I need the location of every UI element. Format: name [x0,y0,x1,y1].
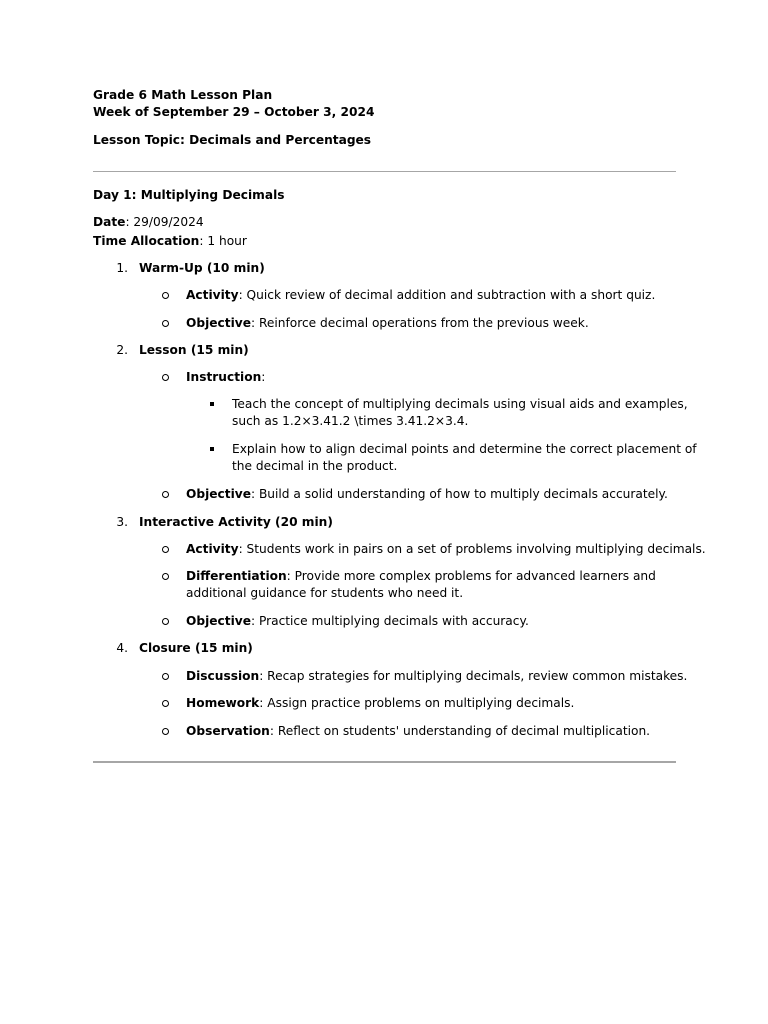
circle-bullet-icon [162,700,169,707]
circle-bullet-icon [162,673,169,680]
item-text: : Assign practice problems on multiplying decimals. [259,696,575,710]
item-label: Objective [186,614,251,628]
item-label: Activity [186,542,239,556]
section-title-warm-up: Warm-Up (10 min) [139,261,265,275]
horizontal-divider-top [93,171,676,172]
circle-bullet-icon [162,728,169,735]
item-label: Differentiation [186,569,287,583]
item-text: : Provide more complex problems for advanced learners and [286,569,656,583]
circle-bullet-icon [162,292,169,299]
square-bullet-icon [210,447,214,451]
item-label: Instruction [186,370,262,384]
item-label: Activity [186,288,239,302]
sub-list-item-continuation: the decimal in the product. [232,459,398,473]
item-text: : Reflect on students' understanding of decimal multiplication. [269,724,651,738]
item-text: : Quick review of decimal addition and subtraction with a short quiz. [238,288,656,302]
list-item [186,541,706,558]
sub-list-item: Explain how to align decimal points and determine the correct placement of [232,442,697,456]
section-title-interactive-activity: Interactive Activity (20 min) [139,515,333,529]
list-item [186,695,574,712]
lesson-plan-title: Grade 6 Math Lesson Plan [93,88,273,102]
circle-bullet-icon [162,573,169,580]
section-number: 1. [116,261,128,275]
lesson-topic: Lesson Topic: Decimals and Percentages [93,133,372,147]
circle-bullet-icon [162,320,169,327]
list-item [186,315,589,332]
item-label: Objective [186,487,251,501]
time-allocation-value: : 1 hour [199,234,247,248]
time-allocation-line [93,233,247,250]
item-text: : Students work in pairs on a set of problems involving multiplying decimals. [238,542,706,556]
square-bullet-icon [210,402,214,406]
sub-list-item: Teach the concept of multiplying decimals using visual aids and examples, [232,397,688,411]
item-text: : Practice multiplying decimals with accuracy. [250,614,529,628]
day-heading: Day 1: Multiplying Decimals [93,188,285,202]
list-item [186,568,656,585]
section-title-closure: Closure (15 min) [139,641,253,655]
item-text: : Recap strategies for multiplying decimals, review common mistakes. [259,669,688,683]
circle-bullet-icon [162,618,169,625]
section-number: 3. [116,515,128,529]
item-label: Observation [186,724,270,738]
section-number: 4. [116,641,128,655]
item-text: : Build a solid understanding of how to multiply decimals accurately. [250,487,668,501]
list-item-continuation: additional guidance for students who need it. [186,586,464,600]
date-label: Date [93,215,126,229]
sub-list-item-continuation: such as 1.2×3.41.2 \times 3.41.2×3.4. [232,414,469,428]
list-item [186,613,529,630]
section-title-lesson: Lesson (15 min) [139,343,249,357]
item-text: : Reinforce decimal operations from the previous week. [250,316,589,330]
item-label: Homework [186,696,260,710]
circle-bullet-icon [162,491,169,498]
date-line [93,214,204,231]
list-item [186,287,655,304]
circle-bullet-icon [162,546,169,553]
circle-bullet-icon [162,374,169,381]
time-allocation-label: Time Allocation [93,234,200,248]
list-item [186,668,687,685]
week-range: Week of September 29 – October 3, 2024 [93,105,375,119]
list-item [186,486,668,503]
date-value: : 29/09/2024 [125,215,204,229]
item-text: : [261,370,266,384]
horizontal-divider-bottom [93,761,676,763]
list-item [186,723,650,740]
list-item [186,369,265,386]
item-label: Objective [186,316,251,330]
item-label: Discussion [186,669,260,683]
section-number: 2. [116,343,128,357]
